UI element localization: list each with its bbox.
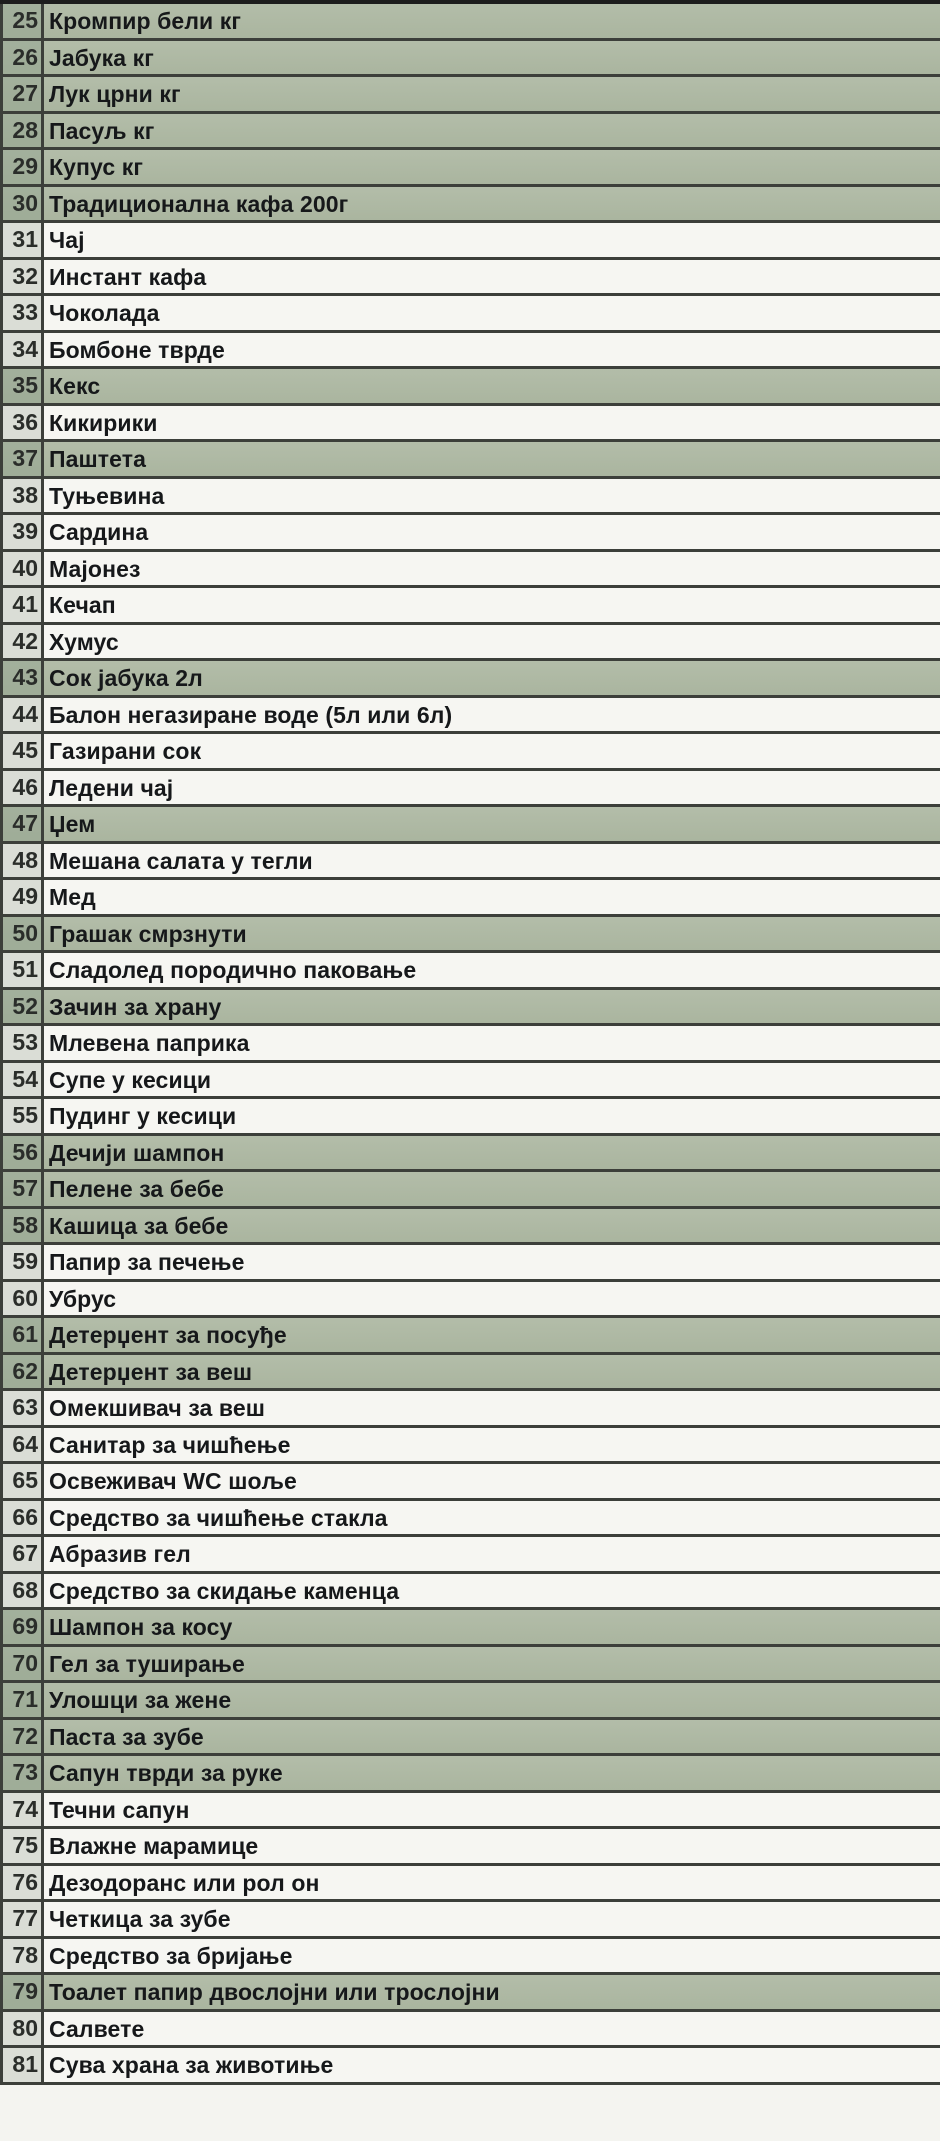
table-row [0,223,940,260]
row-number: 57 [0,1172,44,1206]
row-number: 62 [0,1355,44,1389]
table-row [0,1063,940,1100]
item-name: Традиционална кафа 200г [49,190,349,217]
table-row [0,917,940,954]
table-row [0,1136,940,1173]
table-row [0,1026,940,1063]
table-row [0,1574,940,1611]
item-name: Абразив гел [49,1541,191,1567]
table-row [0,1793,940,1830]
row-number: 54 [0,1063,44,1097]
item-name: Сапун тврди за руке [49,1760,283,1786]
row-number: 70 [0,1647,44,1681]
row-number: 49 [0,880,44,914]
item-name: Паста за зубе [49,1723,204,1750]
table-row [0,1902,940,1939]
table-row [0,880,940,917]
item-name: Детерџент за посуђе [49,1322,287,1348]
item-name: Кашица за бебе [49,1212,229,1239]
item-name: Улошци за жене [49,1687,232,1713]
item-name: Јабука кг [49,44,154,71]
row-number: 25 [0,4,44,38]
row-number: 65 [0,1464,44,1498]
row-number: 76 [0,1866,44,1900]
row-number: 26 [0,41,44,75]
table-row [0,150,940,187]
table-row [0,187,940,224]
table-row [0,1647,940,1684]
table-row [0,333,940,370]
table-row [0,260,940,297]
item-name: Четкица за зубе [49,1906,231,1932]
row-number: 66 [0,1501,44,1535]
row-number: 81 [0,2048,44,2082]
item-name: Освеживач WC шоље [49,1468,297,1494]
item-name: Омекшивач за веш [49,1395,266,1421]
row-number: 47 [0,807,44,841]
table-row [0,1428,940,1465]
item-name: Гел за туширање [49,1650,245,1677]
item-name: Мешана салата у тегли [49,847,313,874]
item-name: Кромпир бели кг [49,8,242,34]
table-row [0,1829,940,1866]
row-number: 31 [0,223,44,257]
item-name: Детерџент за веш [49,1358,253,1385]
item-name: Грашак смрзнути [49,920,247,947]
table-row [0,1537,940,1574]
table-row [0,1245,940,1282]
item-name: Чај [49,227,85,253]
item-name: Инстант кафа [49,263,207,290]
row-number: 58 [0,1209,44,1243]
row-number: 63 [0,1391,44,1425]
table-row [0,1282,940,1319]
item-name: Средство за скидање каменца [49,1577,400,1604]
row-number: 38 [0,479,44,513]
row-number: 27 [0,77,44,111]
table-row [0,296,940,333]
item-name: Туњевина [49,482,165,509]
item-name: Санитар за чишћење [49,1431,291,1458]
item-name: Ледени чај [49,774,174,801]
table-row [0,953,940,990]
row-number: 77 [0,1902,44,1936]
item-name: Сардина [49,519,149,545]
table-row [0,807,940,844]
table-row [0,734,940,771]
item-name: Убрус [49,1285,117,1312]
table-row [0,588,940,625]
table-row [0,1866,940,1903]
row-number: 55 [0,1099,44,1133]
table-row [0,1464,940,1501]
row-number: 48 [0,844,44,878]
row-number: 69 [0,1610,44,1644]
item-name: Кикирики [49,409,158,436]
table-row [0,1975,940,2012]
table-row [0,369,940,406]
row-number: 36 [0,406,44,440]
table-row [0,1209,940,1246]
item-name: Балон негазиране воде (5л или 6л) [49,701,453,728]
table-row [0,552,940,589]
item-name: Мајонез [49,555,141,582]
row-number: 46 [0,771,44,805]
row-number: 53 [0,1026,44,1060]
row-number: 61 [0,1318,44,1352]
table-row [0,844,940,881]
row-number: 73 [0,1756,44,1790]
row-number: 79 [0,1975,44,2009]
row-number: 41 [0,588,44,622]
table-row [0,1355,940,1392]
row-number: 42 [0,625,44,659]
row-number: 37 [0,442,44,476]
item-name: Сува храна за животиње [49,2052,334,2078]
table-row [0,2012,940,2049]
table-row [0,990,940,1027]
product-list [0,4,940,2085]
row-number: 45 [0,734,44,768]
row-number: 52 [0,990,44,1024]
row-number: 50 [0,917,44,951]
item-name: Дезодоранс или рол он [49,1869,320,1896]
row-number: 43 [0,661,44,695]
item-name: Газирани сок [49,738,202,764]
table-row [0,1172,940,1209]
item-name: Млевена паприка [49,1030,250,1056]
row-number: 68 [0,1574,44,1608]
row-number: 71 [0,1683,44,1717]
row-number: 59 [0,1245,44,1279]
row-number: 64 [0,1428,44,1462]
row-number: 44 [0,698,44,732]
table-row [0,771,940,808]
table-row [0,479,940,516]
row-number: 51 [0,953,44,987]
item-name: Купус кг [49,154,144,180]
table-row [0,1683,940,1720]
table-row [0,77,940,114]
table-row [0,1391,940,1428]
item-name: Сок јабука 2л [49,665,203,691]
item-name: Течни сапун [49,1796,190,1823]
row-number: 67 [0,1537,44,1571]
item-name: Сладолед породично паковање [49,957,417,983]
item-name: Папир за печење [49,1249,245,1275]
item-name: Шампон за косу [49,1614,233,1640]
item-name: Средство за чишћење стакла [49,1504,388,1531]
item-name: Дечији шампон [49,1139,225,1166]
row-number: 34 [0,333,44,367]
row-number: 33 [0,296,44,330]
item-name: Пелене за бебе [49,1176,224,1202]
table-row [0,1939,940,1976]
item-name: Мед [49,884,96,910]
row-number: 35 [0,369,44,403]
row-number: 39 [0,515,44,549]
item-name: Тоалет папир двослојни или трослојни [49,1979,500,2005]
row-number: 60 [0,1282,44,1316]
item-name: Пудинг у кесици [49,1103,237,1129]
table-row [0,114,940,151]
item-name: Паштета [49,446,147,472]
table-row [0,625,940,662]
item-name: Лук црни кг [49,81,181,107]
row-number: 56 [0,1136,44,1170]
row-number: 29 [0,150,44,184]
row-number: 30 [0,187,44,221]
item-name: Супе у кесици [49,1066,212,1093]
item-name: Чоколада [49,300,160,326]
table-row [0,698,940,735]
row-number: 72 [0,1720,44,1754]
item-name: Џем [49,811,96,837]
item-name: Пасуљ кг [49,117,155,144]
row-number: 75 [0,1829,44,1863]
row-number: 80 [0,2012,44,2046]
table-row [0,4,940,41]
table-row [0,661,940,698]
item-name: Хумус [49,628,119,655]
row-number: 74 [0,1793,44,1827]
row-number: 40 [0,552,44,586]
item-name: Кекс [49,373,101,399]
table-row [0,1720,940,1757]
row-number: 32 [0,260,44,294]
row-number: 28 [0,114,44,148]
table-row [0,1099,940,1136]
table-row [0,41,940,78]
item-name: Средство за бријање [49,1942,293,1969]
table-row [0,1318,940,1355]
item-name: Влажне марамице [49,1833,259,1859]
item-name: Кечап [49,592,116,618]
table-row [0,1756,940,1793]
table-row [0,1501,940,1538]
item-name: Салвете [49,2015,145,2042]
table-row [0,406,940,443]
table-row [0,2048,940,2085]
table-row [0,442,940,479]
table-row [0,515,940,552]
item-name: Бомбоне тврде [49,336,225,363]
row-number: 78 [0,1939,44,1973]
table-row [0,1610,940,1647]
item-name: Зачин за храну [49,993,222,1020]
